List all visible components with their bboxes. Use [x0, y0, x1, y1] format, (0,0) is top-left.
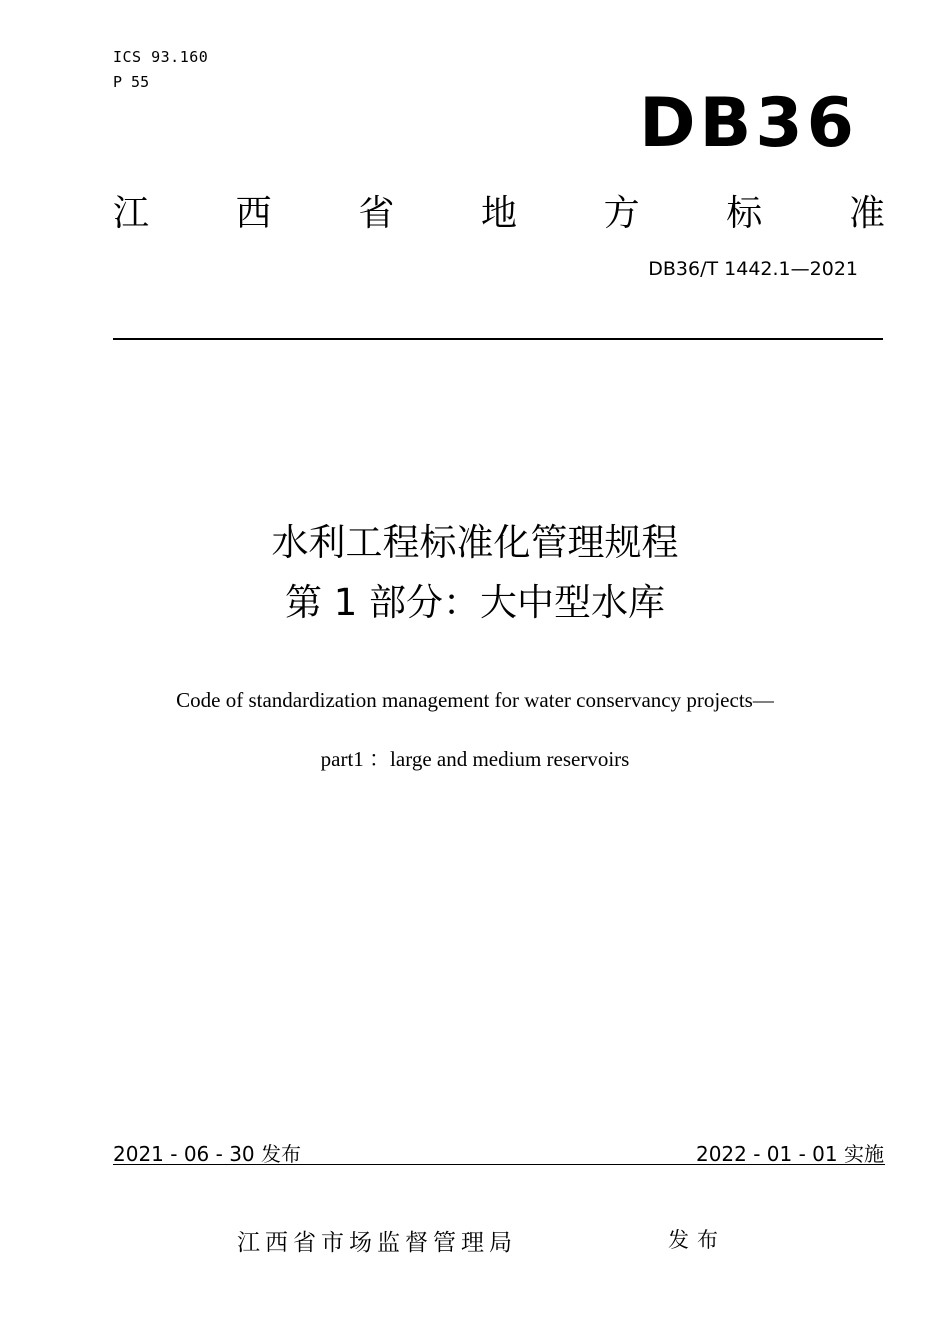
- title-cn-line1: 水利工程标准化管理规程: [271, 521, 679, 564]
- ics-code: ICS 93.160: [113, 48, 209, 66]
- issue-date: 2021 - 06 - 30 发布: [113, 1142, 302, 1166]
- standard-type-char: 方: [603, 193, 640, 234]
- title-cn-line2: 第 1 部分：大中型水库: [284, 581, 666, 624]
- footer-divider: [113, 1164, 885, 1165]
- standard-type-char: 准: [848, 193, 885, 234]
- standard-type-char: 地: [480, 193, 517, 234]
- title-en-line1: Code of standardization management for water conservancy projects—: [176, 688, 774, 712]
- header-divider: [113, 338, 883, 340]
- title-en-line2: part1 ：large and medium reservoirs: [320, 747, 630, 771]
- classification-code: P 55: [113, 73, 150, 91]
- standard-number: DB36/T 1442.1—2021: [648, 258, 858, 280]
- standard-type-char: 西: [235, 193, 272, 234]
- implementation-date: 2022 - 01 - 01 实施: [695, 1142, 884, 1166]
- issuing-authority: 江西省市场监督管理局: [237, 1230, 517, 1256]
- standard-type-char: 江: [113, 193, 150, 234]
- standard-type: [113, 185, 885, 236]
- standard-type-char: 标: [726, 193, 763, 234]
- standard-logo: DB36: [639, 84, 858, 163]
- standard-type-char: 省: [358, 193, 395, 234]
- issue-label: 发布: [668, 1228, 726, 1252]
